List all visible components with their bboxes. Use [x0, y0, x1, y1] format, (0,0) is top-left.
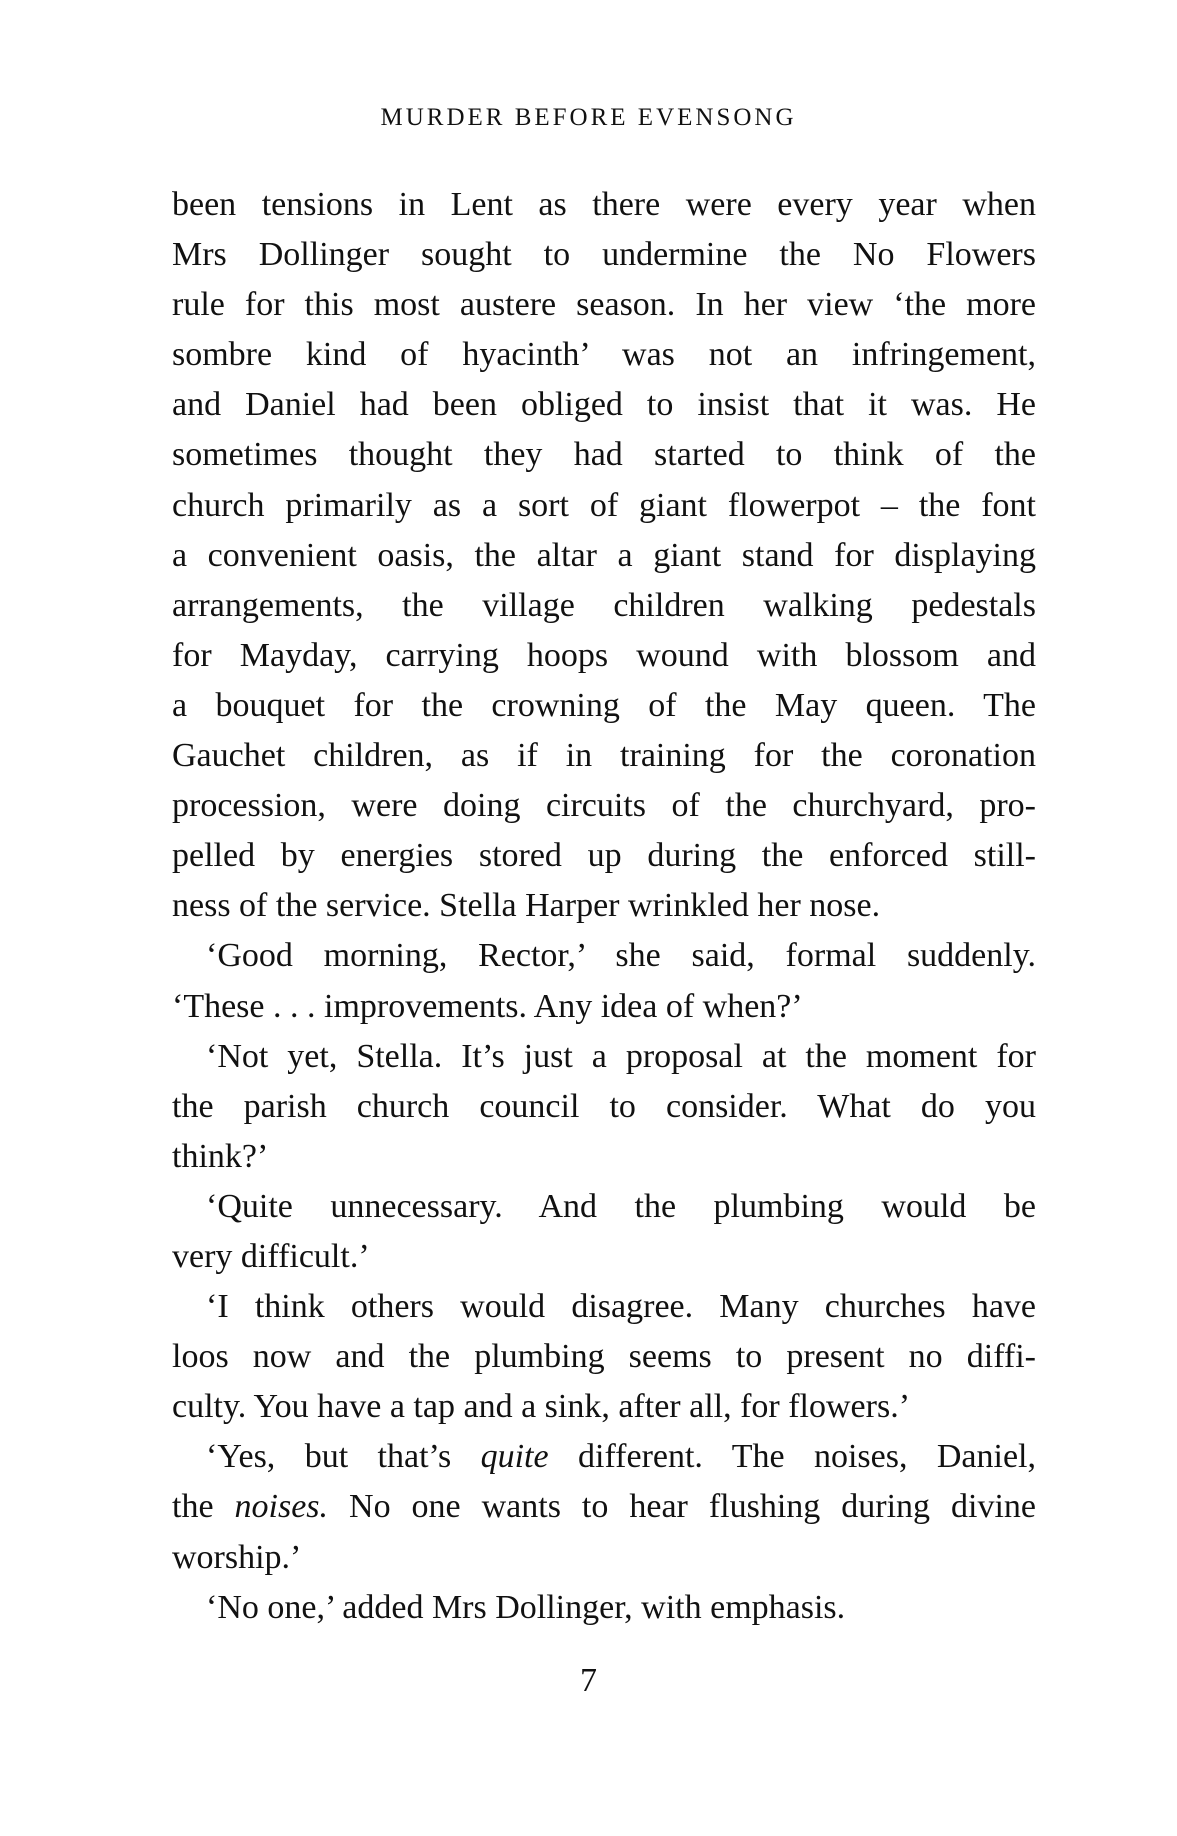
- text-line: ‘Quite unnecessary. And the plumbing would be: [206, 1187, 1036, 1225]
- italic-run: noises.: [234, 1488, 329, 1526]
- text-run: different. The noises, Daniel,: [578, 1438, 1036, 1476]
- text-line: arrangements, the village children walking pedestals: [172, 586, 1036, 624]
- text-line: for Mayday, carrying hoops wound with blossom and: [172, 636, 1036, 674]
- text-line: loos now and the plumbing seems to present no diffi-: [172, 1338, 1036, 1376]
- text-line: pelled by energies stored up during the enforced still-: [172, 837, 1036, 875]
- text-line: worship.’: [172, 1538, 302, 1576]
- paragraph: [172, 1032, 1036, 1182]
- text-run: [328, 1488, 349, 1525]
- text-line-mixed: [172, 1482, 1036, 1532]
- paragraph: [172, 1282, 1036, 1432]
- text-line: and Daniel had been obliged to insist that it was. He: [172, 386, 1036, 424]
- text-line: ‘These . . . improvements. Any idea of when?’: [172, 987, 803, 1025]
- paragraph: [172, 1182, 1036, 1282]
- paragraph: [172, 1583, 1036, 1633]
- text-line: ‘No one,’ added Mrs Dollinger, with emphasis.: [206, 1588, 846, 1626]
- text-line: procession, were doing circuits of the churchyard, pro-: [172, 787, 1036, 825]
- text-run: No one wants to hear flushing during divine: [349, 1488, 1036, 1526]
- text-line: been tensions in Lent as there were every year when: [172, 186, 1036, 223]
- text-line: a convenient oasis, the altar a giant stand for displaying: [172, 536, 1036, 574]
- text-line: rule for this most austere season. In her view ‘the more: [172, 286, 1036, 324]
- paragraph: [172, 1432, 1036, 1582]
- text-run: the: [172, 1488, 235, 1526]
- text-line: ‘Good morning, Rector,’ she said, formal suddenly.: [206, 937, 1036, 975]
- body-text: [172, 180, 1036, 1633]
- text-line: ‘Not yet, Stella. It’s just a proposal at the moment for: [206, 1037, 1036, 1075]
- text-line: very difficult.’: [172, 1237, 370, 1275]
- text-line: sometimes thought they had started to think of the: [172, 436, 1036, 474]
- text-line: culty. You have a tap and a sink, after all, for flowers.’: [172, 1388, 911, 1426]
- paragraph: [172, 931, 1036, 1031]
- text-line: Gauchet children, as if in training for the coronation: [172, 737, 1036, 775]
- page-number: 7: [580, 1662, 597, 1699]
- text-line: a bouquet for the crowning of the May queen. The: [172, 686, 1036, 724]
- text-line: think?’: [172, 1137, 269, 1175]
- italic-run: quite: [480, 1438, 549, 1476]
- text-line: ‘I think others would disagree. Many churches have: [206, 1288, 1036, 1326]
- text-run: ‘Yes, but that’s: [206, 1438, 481, 1476]
- running-header: MURDER BEFORE EVENSONG: [380, 104, 797, 131]
- text-line: ness of the service. Stella Harper wrinkled her nose.: [172, 887, 881, 925]
- text-line: Mrs Dollinger sought to undermine the No Flowers: [172, 236, 1036, 274]
- text-line: the parish church council to consider. What do you: [172, 1087, 1036, 1125]
- text-line-mixed: [172, 1432, 1036, 1482]
- paragraph: [172, 180, 1036, 931]
- text-line: sombre kind of hyacinth’ was not an infringement,: [172, 336, 1036, 374]
- text-line: church primarily as a sort of giant flowerpot – the font: [172, 486, 1036, 524]
